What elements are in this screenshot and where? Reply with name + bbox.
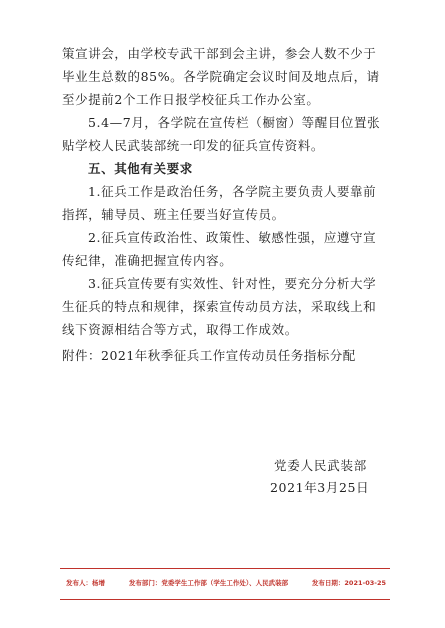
signature-date: 2021年3月25日 — [270, 480, 370, 495]
footer-publish-info — [66, 578, 386, 587]
requirement-item-2: 2.征兵宣传政治性、政策性、敏感性强，应遵守宣传纪律，准确把握宣传内容。 — [62, 230, 377, 268]
attachment-link[interactable]: 附件：2021年秋季征兵工作宣传动员任务指标分配 — [62, 348, 356, 363]
paragraph-continued: 策宣讲会，由学校专武干部到会主讲，参会人数不少于毕业生总数的85%。各学院确定会议时间及地点后，请至少提前2个工作日报学校征兵工作办公室。 — [62, 46, 380, 107]
requirement-item-3: 3.征兵宣传要有实效性、针对性，要充分分析大学生征兵的特点和规律，探索宣传动员方法，采取线上和线下资源相结合等方式，取得工作成效。 — [62, 276, 377, 337]
paragraph-item-5: 5.4—7月，各学院在宣传栏（橱窗）等醒目位置张贴学校人民武装部统一印发的征兵宣传资料。 — [62, 115, 381, 153]
signature-organization: 党委人民武装部 — [274, 458, 368, 473]
section-heading-other-requirements: 五、其他有关要求 — [88, 161, 193, 176]
footer-publish-date: 发布日期：2021-03-25 — [311, 579, 386, 587]
requirement-item-1: 1.征兵工作是政治任务，各学院主要负责人要靠前指挥，辅导员、班主任要当好宣传员。 — [62, 184, 377, 222]
footer-publisher: 发布人：杨增 — [66, 579, 105, 587]
document-body — [62, 42, 382, 341]
footer-divider-top — [60, 568, 390, 569]
footer-divider-bottom — [60, 599, 390, 600]
footer-department: 发布部门：党委学生工作部（学生工作处）、人民武装部 — [128, 579, 289, 587]
